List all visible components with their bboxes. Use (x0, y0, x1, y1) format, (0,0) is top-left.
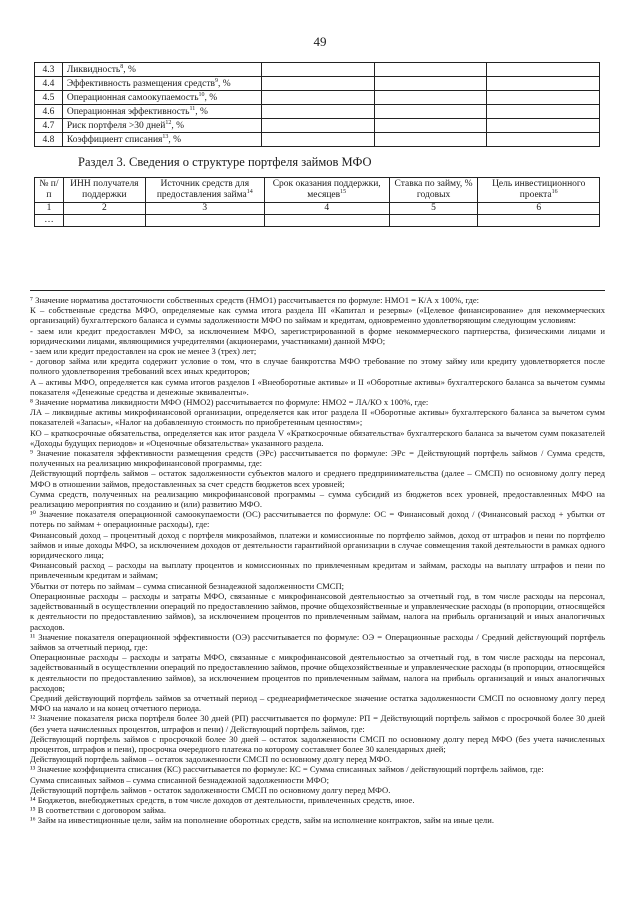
empty-cell (264, 215, 389, 227)
footnote-paragraph: Убытки от потерь по займам – сумма списанной безнадежной задолженности СМСП; (30, 580, 345, 591)
column-header (478, 178, 600, 203)
footnote-paragraph: К – собственные средства МФО, определяемые как сумма итога раздела III «Капитал и резервы» («Целевое финансирование» для некоммерческих организаций) бухгалтерского баланса и суммы задолженности МФО по займам и кредитам, одновременно удовлетворяющим следующим условиям: (30, 305, 605, 326)
footnote-paragraph: Операционные расходы – расходы и затраты МФО, связанные с микрофинансовой деятельностью за отчетный год, в том числе расходы на персонал, задействованный в осуществлении операций по предоставлению займов, прочие общехозяйственные и управленческие расходы (в пропорции, относящейся к деятельности по предоставлению займов), за исключением процентов по привлеченным займам, налога на прибыль организаций и иных аналогичных расходов; (30, 652, 605, 693)
footnote-paragraph: ¹⁶ Займ на инвестиционные цели, займ на пополнение оборотных средств, займ на исполнение контрактов, займ на иные цели. (30, 815, 494, 826)
column-header-text: Срок оказания поддержки, месяцев (272, 179, 381, 200)
indicator-value-cell (374, 77, 487, 91)
footnote-paragraph: - заем или кредит предоставлен на срок не менее 3 (трех) лет; (30, 346, 257, 357)
indicator-value-cell (262, 77, 375, 91)
empty-cell (63, 215, 145, 227)
indicator-value-cell (487, 91, 600, 105)
indicator-number: 4.4 (35, 77, 63, 91)
footnote-paragraph: Средний действующий портфель займов за отчетный период – среднеарифметическое значение остатка задолженности СМСП по основному долгу перед МФО на начало и на конец отчетного периода. (30, 692, 605, 714)
column-header-text: Ставка по займу, % годовых (394, 179, 473, 200)
footnote-ref: 16 (551, 188, 558, 195)
empty-cell (478, 215, 600, 227)
indicator-unit: , % (123, 64, 136, 75)
indicator-row (35, 77, 600, 91)
indicator-value-cell (487, 63, 600, 77)
footnotes (30, 295, 605, 826)
indicator-value-cell (374, 105, 487, 119)
column-index: 2 (63, 203, 145, 215)
indicator-number: 4.5 (35, 91, 63, 105)
indicator-value-cell (487, 105, 600, 119)
indicator-label-text: Риск портфеля >30 дней (66, 120, 166, 131)
footnote-paragraph: Действующий портфель займов - остаток задолженности СМСП по основному долгу перед МФО. (30, 784, 391, 795)
footnote-paragraph: ⁹ Значение показателя эффективности размещения средств (ЭРс) рассчитывается по формуле: ЭРс = Действующий портфель займов / Сумма средств, полученных на реализацию микрофинансовой программы, где: (30, 448, 605, 469)
footnote-paragraph: ¹⁴ Бюджетов, внебюджетных средств, в том числе доходов от деятельности, привлеченных средств, иное. (30, 794, 415, 805)
column-index: 4 (264, 203, 389, 215)
footnote-ref: 9 (214, 77, 218, 84)
column-header (145, 178, 264, 203)
indicator-number: 4.7 (35, 119, 63, 133)
column-index: 6 (478, 203, 600, 215)
indicator-unit: , % (171, 120, 185, 131)
footnote-ref: 13 (162, 133, 169, 140)
indicator-unit: , % (168, 134, 182, 145)
footnote-divider (30, 290, 605, 291)
indicator-value-cell (374, 63, 487, 77)
indicator-value-cell (262, 119, 375, 133)
indicator-row (35, 119, 600, 133)
footnote-paragraph: Сумма списанных займов – сумма списанной безнадежной задолженности МФО; (30, 774, 329, 785)
column-header-text: Цель инвестиционного проекта (492, 179, 586, 200)
indicator-unit: , % (217, 78, 231, 89)
footnote-ref: 14 (246, 188, 253, 195)
indicator-label (62, 119, 261, 133)
column-header-text: ИНН получателя поддержки (70, 179, 139, 200)
footnote-paragraph: ¹² Значение показателя риска портфеля более 30 дней (РП) рассчитывается по формуле: РП = Действующий портфель займов с просрочкой более 30 дней (без учета начисленных процентов, штрафов и пени) / Действующий портфель займов, где: (30, 713, 605, 734)
footnote-paragraph: ¹³ Значение коэффициента списания (КС) рассчитывается по формуле: КС = Сумма списанных займов / действующий портфель займов, где: (30, 764, 544, 775)
column-index: 1 (35, 203, 64, 215)
indicator-value-cell (262, 63, 375, 77)
indicator-label-text: Операционная самоокупаемость (66, 92, 199, 103)
footnote-paragraph: КО – краткосрочные обязательства, определяется как итог раздела V «Краткосрочные обязательства» бухгалтерского баланса за вычетом сумм показателей «Доходы будущих периодов» и «Оценочные обязательства» указанного раздела. (30, 427, 605, 448)
indicator-label (62, 77, 261, 91)
footnote-ref: 12 (165, 119, 172, 126)
page-number: 49 (313, 34, 327, 49)
indicator-value-cell (262, 105, 375, 119)
column-header (35, 178, 64, 203)
indicator-label (62, 91, 261, 105)
indicator-label-text: Эффективность размещения средств (66, 78, 215, 89)
footnote-paragraph: Финансовый доход – процентный доход с портфеля микрозаймов, платежи и комиссионные по портфелю займов, доход от штрафов и пени по портфелю займов и иные доходы МФО, за исключением доходов от деятельности гарантийной организации в случае совмещения такой деятельности в рамках одного юридического лица; (30, 529, 605, 561)
indicator-value-cell (487, 77, 600, 91)
footnote-paragraph: Сумма средств, полученных на реализацию микрофинансовой программы – сумма субсидий из бюджетов всех уровней, предоставленных МФО на реализацию мероприятия по созданию и (или) развитию МФО. (30, 488, 605, 510)
indicator-row (35, 133, 600, 147)
column-index: 3 (145, 203, 264, 215)
footnote-paragraph: - заем или кредит предоставлен МФО, за исключением МФО, зарегистрированной в форме некоммерческого партнерства, физическими лицами и юридическими лицами, являющимися учредителями (акционерами, участниками) данной МФО; (30, 325, 605, 346)
ellipsis-cell: … (35, 215, 64, 227)
column-header (264, 178, 389, 203)
footnote-ref: 15 (340, 188, 347, 195)
footnote-paragraph: Действующий портфель займов – остаток задолженности субъектов малого и среднего предпринимательства (далее – СМСП) по основному долгу перед МФО в отношении займов, предоставленных за счет средств бюджетов всех уровней; (30, 468, 605, 489)
column-header-text: № п/п (39, 179, 59, 200)
footnote-paragraph: Действующий портфель займов с просрочкой более 30 дней – остаток задолженности СМСП по основному долгу перед МФО (без учета начисленных процентов, штрафов и пени), просрочка очередного платежа по которому составляет более 30 календарных дней; (30, 733, 605, 754)
indicator-number: 4.3 (35, 63, 63, 77)
indicator-value-cell (487, 119, 600, 133)
indicator-value-cell (262, 91, 375, 105)
column-index: 5 (389, 203, 478, 215)
indicator-row (35, 105, 600, 119)
indicator-row (35, 91, 600, 105)
column-header-text: Источник средств для предоставления займа (156, 179, 250, 200)
footnote-paragraph: Финансовый расход – расходы на выплату процентов и комиссионных по привлеченным кредитам и займам, расходы на выплату штрафов и пени по привлеченным кредитам и займам; (30, 560, 605, 581)
footnote-paragraph: ¹⁰ Значение показателя операционной самоокупаемости (ОС) рассчитывается по формуле: ОС = Финансовый доход / (Финансовый расход + убытки от потерь по займам + операционные расходы), где: (30, 509, 605, 530)
footnote-paragraph: ⁸ Значение норматива ликвидности МФО (НМО2) рассчитывается по формуле: НМО2 = ЛА/КО х 100%, где: (30, 397, 429, 408)
indicator-value-cell (374, 133, 487, 147)
indicator-value-cell (374, 91, 487, 105)
indicator-label-text: Операционная эффективность (66, 106, 190, 117)
indicator-label (62, 63, 261, 77)
column-header (389, 178, 478, 203)
indicator-row (35, 63, 600, 77)
indicator-number: 4.6 (35, 105, 63, 119)
footnote-paragraph: - договор займа или кредита содержит условие о том, что в случае банкротства МФО требование по этому займу или кредиту удовлетворяется после полного удовлетворения требований всех иных кредиторов; (30, 356, 605, 377)
indicator-label-text: Коэффициент списания (66, 134, 163, 145)
footnote-paragraph: Действующий портфель займов – остаток задолженности СМСП по основному долгу перед МФО. (30, 754, 392, 765)
loan-portfolio-table (34, 177, 600, 227)
footnote-paragraph: Операционные расходы – расходы и затраты МФО, связанные с микрофинансовой деятельностью за отчетный год, в том числе расходы на персонал, задействованный в осуществлении операций по предоставлению займов, прочие общехозяйственные и управленческие расходы (в пропорции, относящейся к деятельности по предоставлению займов), за исключением процентов по привлеченным займам, налога на прибыль организаций и иных аналогичных расходов. (30, 590, 605, 632)
indicator-value-cell (374, 119, 487, 133)
indicators-table (34, 62, 600, 147)
indicator-label (62, 105, 261, 119)
empty-cell (145, 215, 264, 227)
indicator-unit: , % (204, 92, 218, 103)
footnote-ref: 10 (198, 91, 205, 98)
indicator-value-cell (487, 133, 600, 147)
footnote-paragraph: ЛА – ликвидные активы микрофинансовой организации, определяется как итог раздела II «Оборотные активы» бухгалтерского баланса за вычетом сумм показателей «Запасы», «Налог на добавленную стоимость по приобретенным ценностям»; (30, 407, 605, 428)
footnote-paragraph: ¹⁵ В соответствии с договором займа. (30, 805, 167, 816)
footnote-paragraph: А – активы МФО, определяется как сумма итогов разделов I «Внеоборотные активы» и II «Оборотные активы» бухгалтерского баланса за вычетом суммы показателя «Денежные средства и денежные эквиваленты». (30, 376, 605, 397)
indicator-label-text: Ликвидность (66, 64, 121, 75)
indicator-label (62, 133, 261, 147)
section-title: Раздел 3. Сведения о структуре портфеля займов МФО (78, 155, 372, 169)
empty-cell (389, 215, 478, 227)
indicator-unit: , % (195, 106, 208, 117)
footnote-ref: 11 (189, 105, 196, 112)
footnote-paragraph: ¹¹ Значение показателя операционной эффективности (ОЭ) рассчитывается по формуле: ОЭ = Операционные расходы / Средний действующий портфель займов за отчетный период, где: (30, 631, 605, 652)
indicator-value-cell (262, 133, 375, 147)
footnote-paragraph: ⁷ Значение норматива достаточности собственных средств (НМО1) рассчитывается по формуле: НМО1 = К/А х 100%, где: (30, 295, 480, 305)
indicator-number: 4.8 (35, 133, 63, 147)
column-header (63, 178, 145, 203)
footnote-ref: 8 (120, 63, 124, 70)
